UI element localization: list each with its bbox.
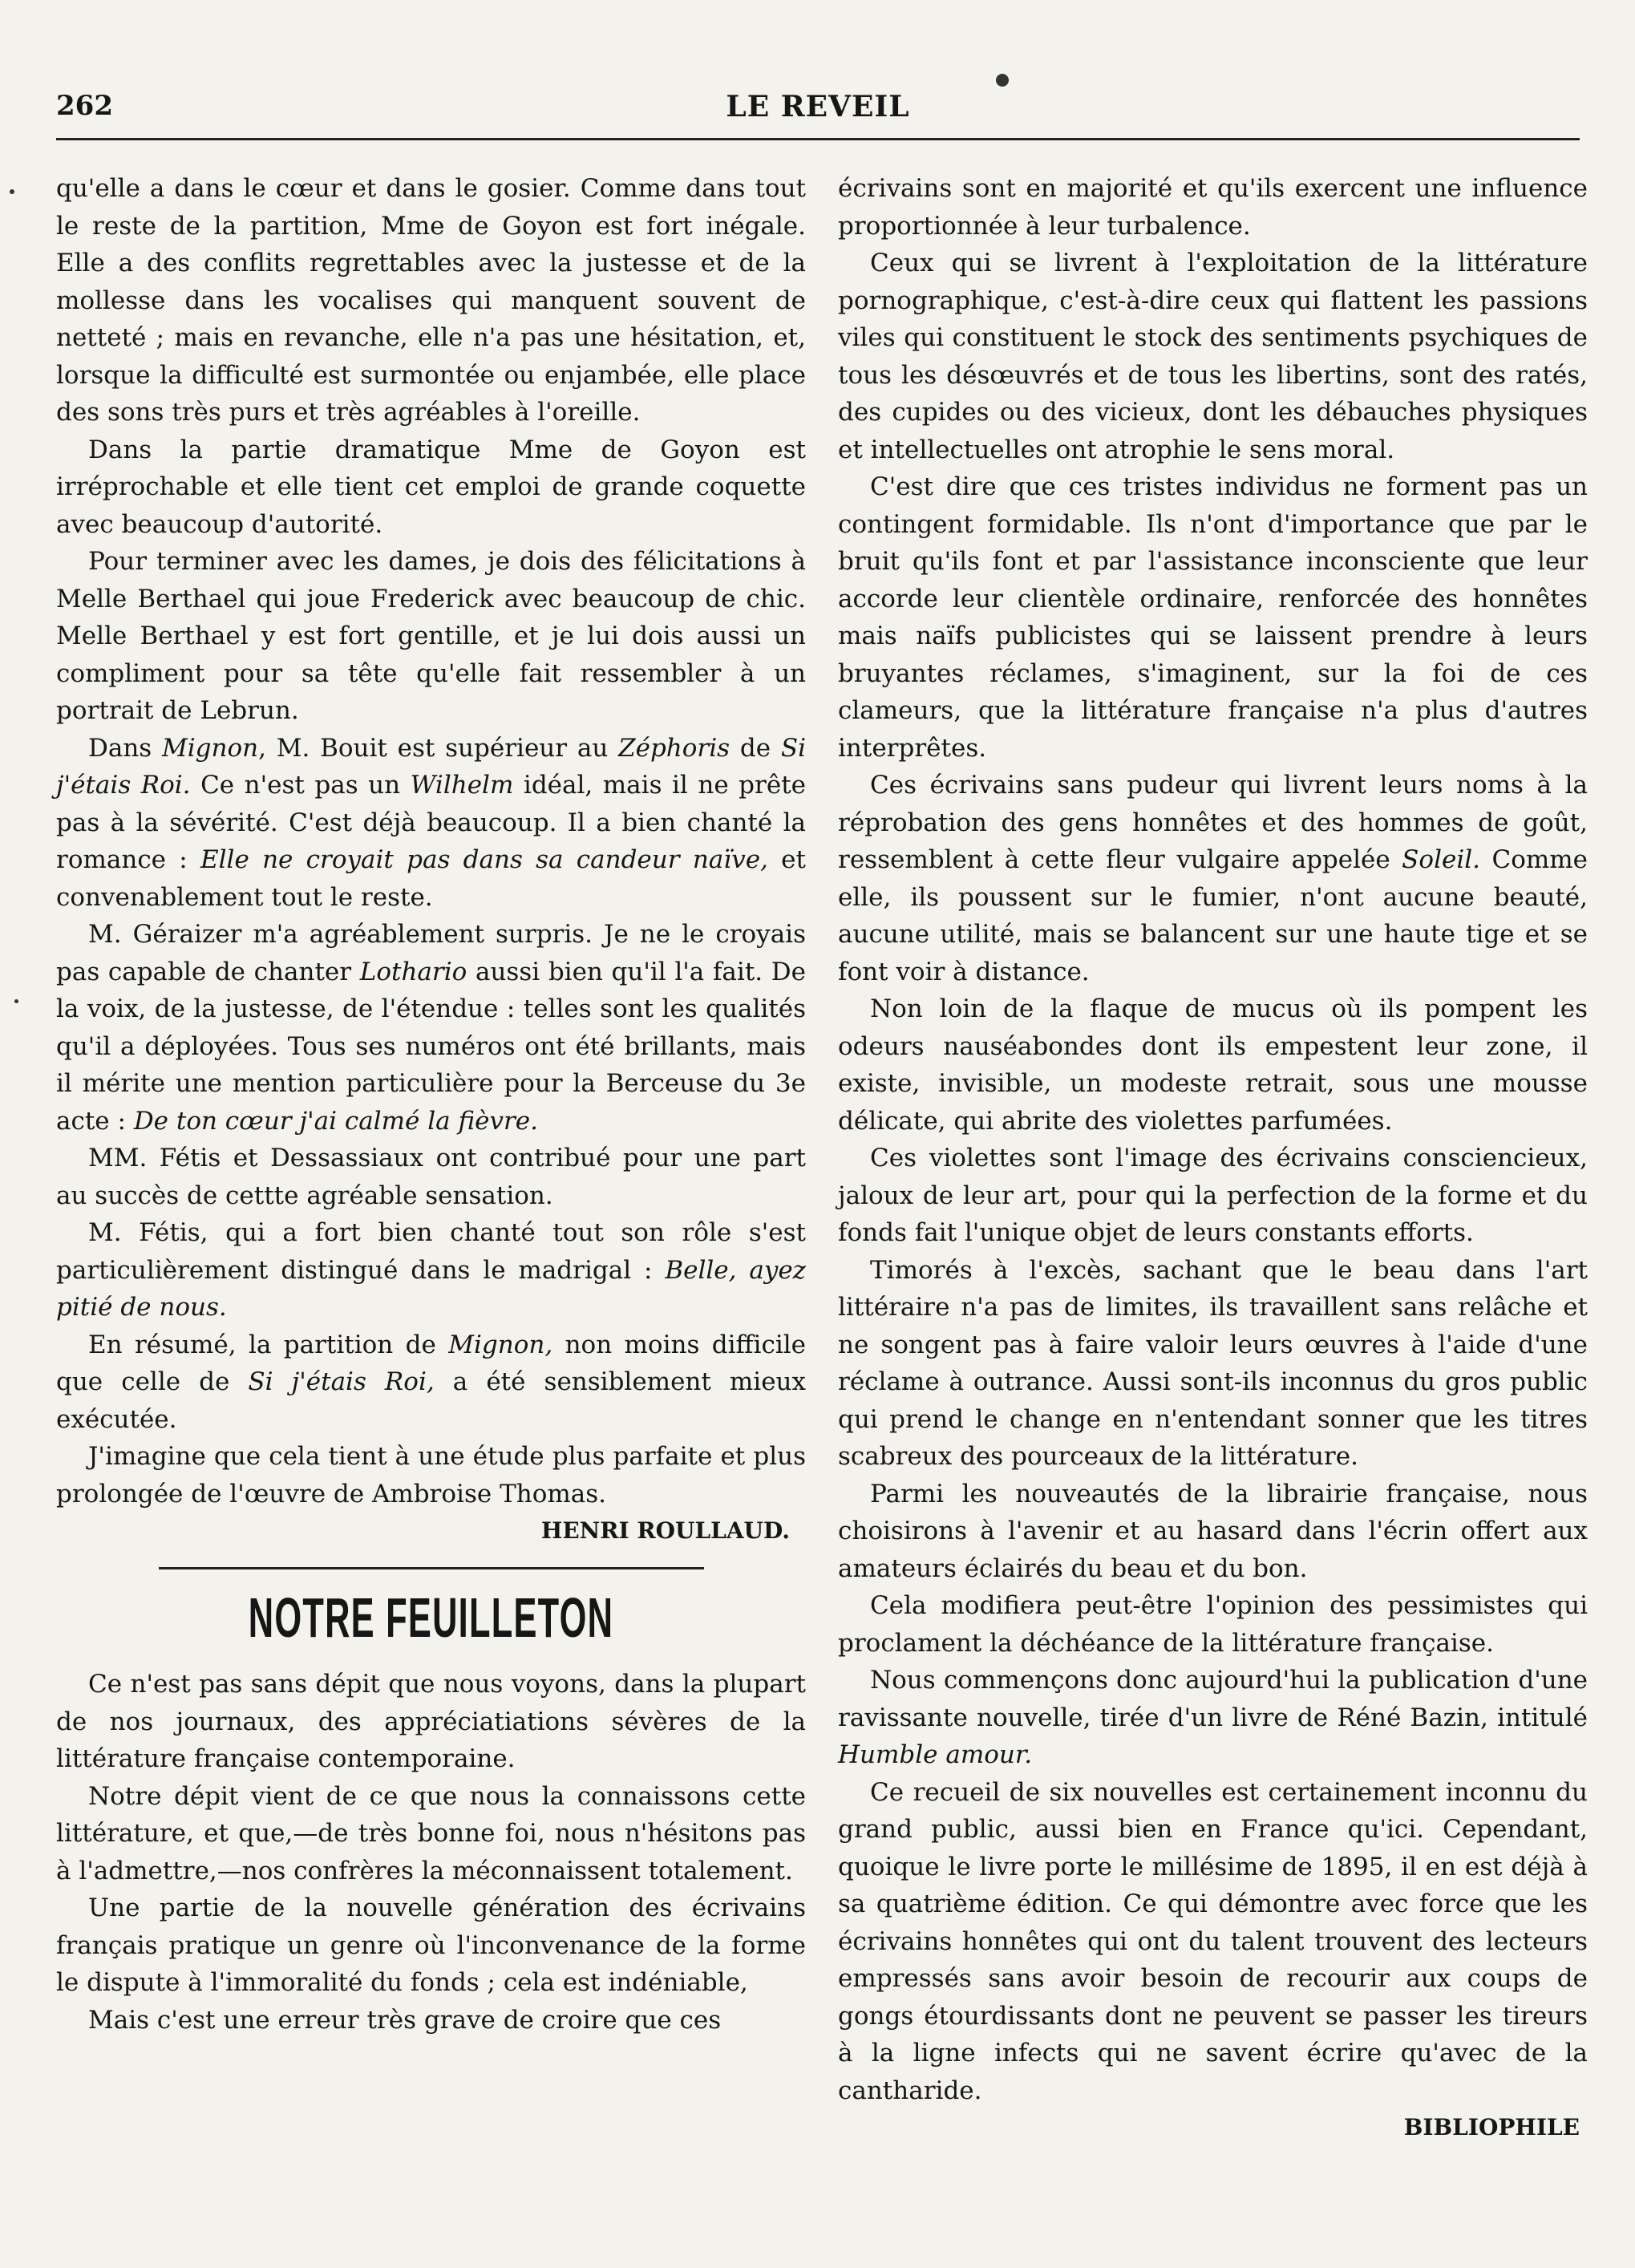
italic-title-text: Mignon, bbox=[448, 1330, 553, 1359]
right-paragraphs bbox=[838, 170, 1588, 2109]
paragraph bbox=[838, 767, 1588, 990]
left-paragraphs bbox=[56, 170, 806, 1513]
left-column bbox=[56, 170, 806, 2039]
header-rule bbox=[56, 138, 1580, 140]
paragraph-text: M. Géraizer m'a agréablement surpris. Je ne le croyais pas capable de chanter bbox=[56, 920, 806, 986]
italic-title-text: Mignon bbox=[162, 733, 259, 763]
paragraph bbox=[838, 1662, 1588, 1774]
paragraph-text: , M. Bouit est supérieur au bbox=[258, 733, 619, 763]
paragraph bbox=[838, 1476, 1588, 1588]
italic-title-text: Humble amour. bbox=[838, 1740, 1033, 1769]
paragraph-text: En résumé, la partition de bbox=[88, 1330, 449, 1359]
paragraph bbox=[56, 1326, 806, 1439]
paragraph-text: Nous commençons donc aujourd'hui la publication d'une ravissante nouvelle, tirée d'un livre de Réné Bazin, intitulé bbox=[838, 1666, 1588, 1732]
right-column bbox=[838, 170, 1588, 2146]
paragraph-text: a été sensiblement mieux exécutée. bbox=[56, 1367, 807, 1434]
paragraph-text: Cela modifiera peut-être l'opinion des pessimistes qui proclament la déchéance de la littérature française. bbox=[838, 1591, 1588, 1658]
italic-title-text: Elle ne croyait pas dans sa candeur naïve, bbox=[200, 845, 768, 874]
paragraph bbox=[56, 2002, 806, 2039]
italic-title-text: Lothario bbox=[359, 957, 467, 986]
paragraph bbox=[838, 1774, 1588, 2110]
paragraph bbox=[56, 170, 806, 431]
paragraph-text: qu'elle a dans le cœur et dans le gosier. Comme dans tout le reste de la partition, Mme de Goyon est fort inégale. Elle a des conflits regrettables avec la justesse et de la mollesse dans les vocalises qui manquent souvent de netteté ; mais en revanche, elle n'a pas une hésitation, et, lorsque la difficulté est surmontée ou enjambée, elle place des sons très purs et très agréables à l'oreille. bbox=[56, 174, 806, 427]
paragraph-text: et convenablement tout le reste. bbox=[56, 845, 806, 912]
paragraph bbox=[838, 1140, 1588, 1252]
paragraph bbox=[838, 990, 1588, 1140]
paragraph-text: idéal, mais il ne prête pas à la sévérité. C'est déjà beaucoup. Il a bien chanté la romance : bbox=[56, 771, 806, 874]
paragraph bbox=[56, 730, 806, 917]
paragraph-text: C'est dire que ces tristes individus ne forment pas un contingent formidable. Ils n'ont d'importance que par le bruit qu'ils font et par l'assistance inconsciente que leur accorde leur clientèle ordinaire, renforcée des honnêtes mais naïfs publicistes qui se laissent prendre à leurs bruyantes réclames, s'imaginent, sur la foi de ces clameurs, que la littérature française n'a plus d'autres interprêtes. bbox=[838, 472, 1588, 763]
paragraph bbox=[56, 431, 806, 544]
paragraph bbox=[56, 1778, 806, 1890]
paragraph-text: Ces violettes sont l'image des écrivains consciencieux, jaloux de leur art, pour qui la perfection de la forme et du fonds fait l'unique objet de leurs constants efforts. bbox=[838, 1144, 1588, 1247]
page-number: 262 bbox=[56, 90, 113, 122]
paragraph-text: Mais c'est une erreur très grave de croire que ces bbox=[88, 2005, 722, 2035]
paragraph bbox=[838, 468, 1588, 767]
paragraph bbox=[56, 1214, 806, 1326]
section-title: NOTRE FEUILLETON bbox=[248, 1586, 614, 1649]
signature-roullaud: HENRI ROULLAUD. bbox=[540, 1517, 790, 1544]
paragraph-text: M. Fétis, qui a fort bien chanté tout son rôle s'est particulièrement distingué dans le madrigal : bbox=[56, 1218, 806, 1285]
italic-title-text: Si j'étais Roi. bbox=[56, 733, 806, 800]
paragraph-text: MM. Fétis et Dessassiaux ont contribué pour une part au succès de cettte agréable sensation. bbox=[56, 1144, 806, 1210]
journal-title: LE REVEIL bbox=[726, 90, 910, 124]
paragraph bbox=[838, 170, 1588, 245]
italic-title-text: Si j'étais Roi, bbox=[248, 1367, 435, 1396]
paragraph-text: Non loin de la flaque de mucus où ils pompent les odeurs nauséabondes dont ils empestent leur zone, il existe, invisible, un modeste retrait, sous une mousse délicate, qui abrite des violettes parfumées. bbox=[838, 994, 1588, 1136]
paragraph-text: écrivains sont en majorité et qu'ils exercent une influence proportionnée à leur turbalence. bbox=[838, 174, 1588, 241]
paragraph bbox=[838, 245, 1588, 468]
paragraph bbox=[838, 1252, 1588, 1476]
paragraph-text: Comme elle, ils poussent sur le fumier, n'ont aucune beauté, aucune utilité, mais se balancent sur une haute tige et se font voir à distance. bbox=[838, 845, 1588, 986]
italic-title-text: Soleil. bbox=[1402, 845, 1481, 874]
signature-bibliophile: BIBLIOPHILE bbox=[1403, 2114, 1580, 2140]
paragraph-text: Pour terminer avec les dames, je dois des félicitations à Melle Berthael qui joue Frederick avec beaucoup de chic. Melle Berthael y est fort gentille, et je lui dois aussi un compliment pour sa tête qu'elle fait ressembler à un portrait de Lebrun. bbox=[56, 547, 806, 725]
paragraph-text: J'imagine que cela tient à une étude plus parfaite et plus prolongée de l'œuvre de Ambroise Thomas. bbox=[56, 1442, 806, 1509]
paragraph bbox=[56, 1889, 806, 2002]
paragraph-text: Ceux qui se livrent à l'exploitation de la littérature pornographique, c'est-à-dire ceux qui flattent les passions viles qui constituent le stock des sentiments psychiques de tous les désœuvrés et de tous les libertins, sont des ratés, des cupides ou des vicieux, dont les débauches physiques et intellectuelles ont atrophie le sens moral. bbox=[838, 249, 1588, 464]
print-speck bbox=[14, 999, 18, 1003]
italic-title-text: Belle, ayez pitié de nous. bbox=[56, 1255, 807, 1322]
paragraph-text: aussi bien qu'il l'a fait. De la voix, de la justesse, de l'étendue : telles sont les qualités qu'il a déployées. Tous ses numéros ont été brillants, mais il mérite une mention particulière pour la Berceuse du 3e acte : bbox=[56, 957, 806, 1136]
paragraph bbox=[56, 1666, 806, 1778]
paragraph bbox=[56, 543, 806, 730]
paragraph-text: Ce recueil de six nouvelles est certainement inconnu du grand public, aussi bien en France qu'ici. Cependant, quoique le livre porte le millésime de 1895, il en est déjà à sa quatrième édition. Ce qui démontre avec force que les écrivains honnêtes qui ont du talent trouvent des lecteurs empressés sans avoir besoin de recourir aux coups de gongs étourdissants dont ne peuvent se passer les tireurs à la ligne infects qui ne savent écrire qu'avec de la cantharide. bbox=[838, 1777, 1588, 2105]
paragraph-text: Timorés à l'excès, sachant que le beau dans l'art littéraire n'a pas de limites, ils travaillent sans relâche et ne songent pas à faire valoir leurs œuvres à l'aide d'une réclame à outrance. Aussi sont-ils inconnus du gros public qui prend le change en n'entendant sonner que les titres scabreux des pourceaux de la littérature. bbox=[838, 1255, 1588, 1471]
section-paragraphs bbox=[56, 1666, 806, 2039]
italic-title-text: Zéphoris bbox=[618, 733, 730, 763]
print-speck bbox=[996, 74, 1009, 87]
page-header bbox=[56, 90, 1580, 138]
paragraph bbox=[56, 916, 806, 1140]
paragraph bbox=[56, 1140, 806, 1214]
paragraph bbox=[838, 1587, 1588, 1662]
paragraph bbox=[56, 1438, 806, 1513]
paragraph-text: Dans bbox=[88, 733, 162, 763]
section-rule bbox=[159, 1567, 704, 1569]
paragraph-text: Une partie de la nouvelle génération des écrivains français pratique un genre où l'inconvenance de la forme le dispute à l'immoralité du fonds ; cela est indéniable, bbox=[56, 1893, 806, 1997]
print-speck bbox=[10, 189, 14, 194]
paragraph-text: Ce n'est pas un bbox=[190, 771, 411, 800]
paragraph-text: Notre dépit vient de ce que nous la connaissons cette littérature, et que,—de très bonne foi, nous n'hésitons pas à l'admettre,—nos confrères la méconnaissent totalement. bbox=[56, 1781, 806, 1885]
paragraph-text: Ces écrivains sans pudeur qui livrent leurs noms à la réprobation des gens honnêtes et des hommes de goût, ressemblent à cette fleur vulgaire appelée bbox=[838, 771, 1588, 874]
paragraph-text: Parmi les nouveautés de la librairie française, nous choisirons à l'avenir et au hasard dans l'écrin offert aux amateurs éclairés du beau et du bon. bbox=[838, 1479, 1588, 1583]
italic-title-text: Wilhelm bbox=[410, 771, 514, 800]
italic-title-text: De ton cœur j'ai calmé la fièvre. bbox=[133, 1106, 539, 1136]
paragraph-text: de bbox=[730, 733, 781, 763]
paragraph-text: Dans la partie dramatique Mme de Goyon est irréprochable et elle tient cet emploi de grande coquette avec beaucoup d'autorité. bbox=[56, 435, 806, 539]
paragraph-text: Ce n'est pas sans dépit que nous voyons, dans la plupart de nos journaux, des appréciatiations sévères de la littérature française contemporaine. bbox=[56, 1670, 806, 1773]
paragraph-text: non moins difficile que celle de bbox=[56, 1330, 806, 1396]
